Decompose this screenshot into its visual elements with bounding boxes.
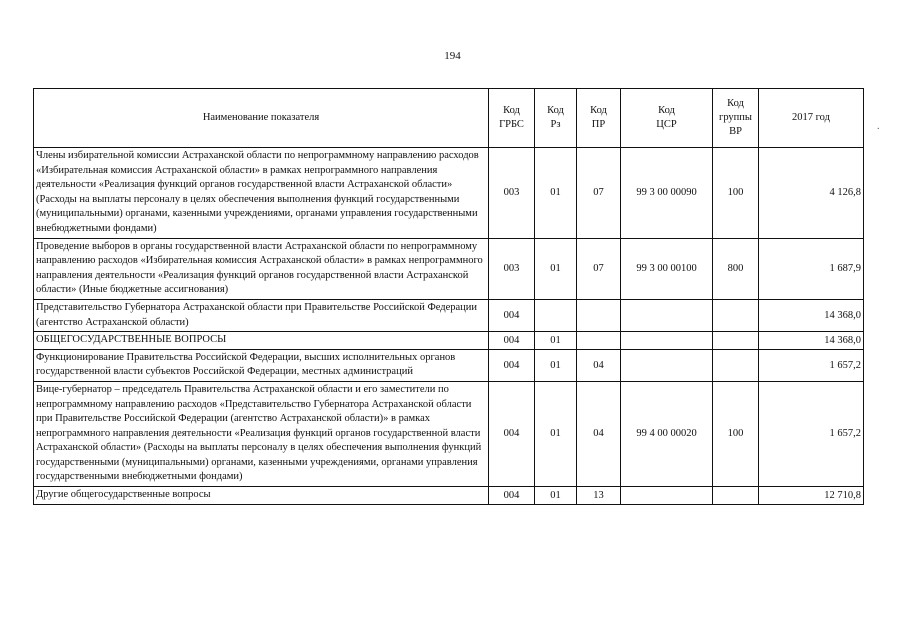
table-row	[34, 299, 864, 331]
row-csr	[621, 299, 713, 331]
row-name: Представительство Губернатора Астраханской области при Правительстве Российской Федерации (агентство Астраханской области)	[34, 299, 489, 331]
header-pr: Код ПР	[577, 89, 621, 148]
row-csr: 99 4 00 00020	[621, 381, 713, 486]
row-pr: 07	[577, 238, 621, 299]
row-name: ОБЩЕГОСУДАРСТВЕННЫЕ ВОПРОСЫ	[34, 332, 489, 350]
row-grbs: 004	[489, 332, 535, 350]
row-rz: 01	[535, 148, 577, 239]
margin-mark: .	[877, 121, 880, 132]
row-amount: 14 368,0	[759, 332, 864, 350]
row-pr: 04	[577, 349, 621, 381]
row-vr: 800	[713, 238, 759, 299]
row-pr: 04	[577, 381, 621, 486]
row-csr: 99 3 00 00100	[621, 238, 713, 299]
row-pr	[577, 332, 621, 350]
row-amount: 14 368,0	[759, 299, 864, 331]
row-grbs: 004	[489, 299, 535, 331]
row-rz	[535, 299, 577, 331]
row-rz: 01	[535, 238, 577, 299]
table-row	[34, 148, 864, 239]
header-rz: Код Рз	[535, 89, 577, 148]
row-vr: 100	[713, 381, 759, 486]
row-vr	[713, 349, 759, 381]
header-vr: Код группы ВР	[713, 89, 759, 148]
row-amount: 1 687,9	[759, 238, 864, 299]
row-name: Члены избирательной комиссии Астраханской области по непрограммному направлению расходов «Избирательная комиссия Астраханской области» в рамках непрограммного направления деятельности «Реализация функций органов государственной власти Астраханской области» (Расходы на выплаты персоналу в целях обеспечения выполнения функций государственными (муниципальными) органами, казенными учреждениями, органами управления государственными внебюджетными фондами)	[34, 148, 489, 239]
row-pr	[577, 299, 621, 331]
row-csr	[621, 332, 713, 350]
table-row	[34, 349, 864, 381]
row-vr	[713, 299, 759, 331]
row-vr	[713, 487, 759, 505]
row-csr	[621, 487, 713, 505]
row-amount: 1 657,2	[759, 349, 864, 381]
row-vr: 100	[713, 148, 759, 239]
row-amount: 12 710,8	[759, 487, 864, 505]
table-header-row	[34, 89, 864, 148]
table-row	[34, 238, 864, 299]
page-number: 194	[444, 50, 461, 62]
row-name: Вице-губернатор – председатель Правительства Астраханской области и его заместители по непрограммному направлению расходов «Представительство Губернатора Астраханской области при Правительстве Российской Федерации (агентство Астраханской области)» в рамках непрограммного направления деятельности «Реализация функций органов государственной власти Астраханской области» (Расходы на выплаты персоналу в целях обеспечения выполнения функций государственными (муниципальными) органами, казенными учреждениями, органами управления государственными внебюджетными фондами)	[34, 381, 489, 486]
row-rz: 01	[535, 332, 577, 350]
table-row	[34, 332, 864, 350]
row-pr: 13	[577, 487, 621, 505]
row-grbs: 004	[489, 381, 535, 486]
table-row	[34, 381, 864, 486]
row-rz: 01	[535, 349, 577, 381]
row-grbs: 003	[489, 238, 535, 299]
row-rz: 01	[535, 381, 577, 486]
row-pr: 07	[577, 148, 621, 239]
row-csr: 99 3 00 00090	[621, 148, 713, 239]
header-year: 2017 год	[759, 89, 864, 148]
row-name: Функционирование Правительства Российской Федерации, высших исполнительных органов государственной власти субъектов Российской Федерации, местных администраций	[34, 349, 489, 381]
header-name: Наименование показателя	[34, 89, 489, 148]
row-amount: 1 657,2	[759, 381, 864, 486]
row-grbs: 004	[489, 487, 535, 505]
row-rz: 01	[535, 487, 577, 505]
row-vr	[713, 332, 759, 350]
header-csr: Код ЦСР	[621, 89, 713, 148]
row-csr	[621, 349, 713, 381]
budget-table	[33, 88, 864, 505]
row-grbs: 003	[489, 148, 535, 239]
row-amount: 4 126,8	[759, 148, 864, 239]
table-row	[34, 487, 864, 505]
header-grbs: Код ГРБС	[489, 89, 535, 148]
row-name: Другие общегосударственные вопросы	[34, 487, 489, 505]
row-grbs: 004	[489, 349, 535, 381]
row-name: Проведение выборов в органы государственной власти Астраханской области по непрограммному направлению расходов «Избирательная комиссия Астраханской области» в рамках непрограммного направления деятельности «Реализация функций органов государственной власти Астраханской области» (Иные бюджетные ассигнования)	[34, 238, 489, 299]
